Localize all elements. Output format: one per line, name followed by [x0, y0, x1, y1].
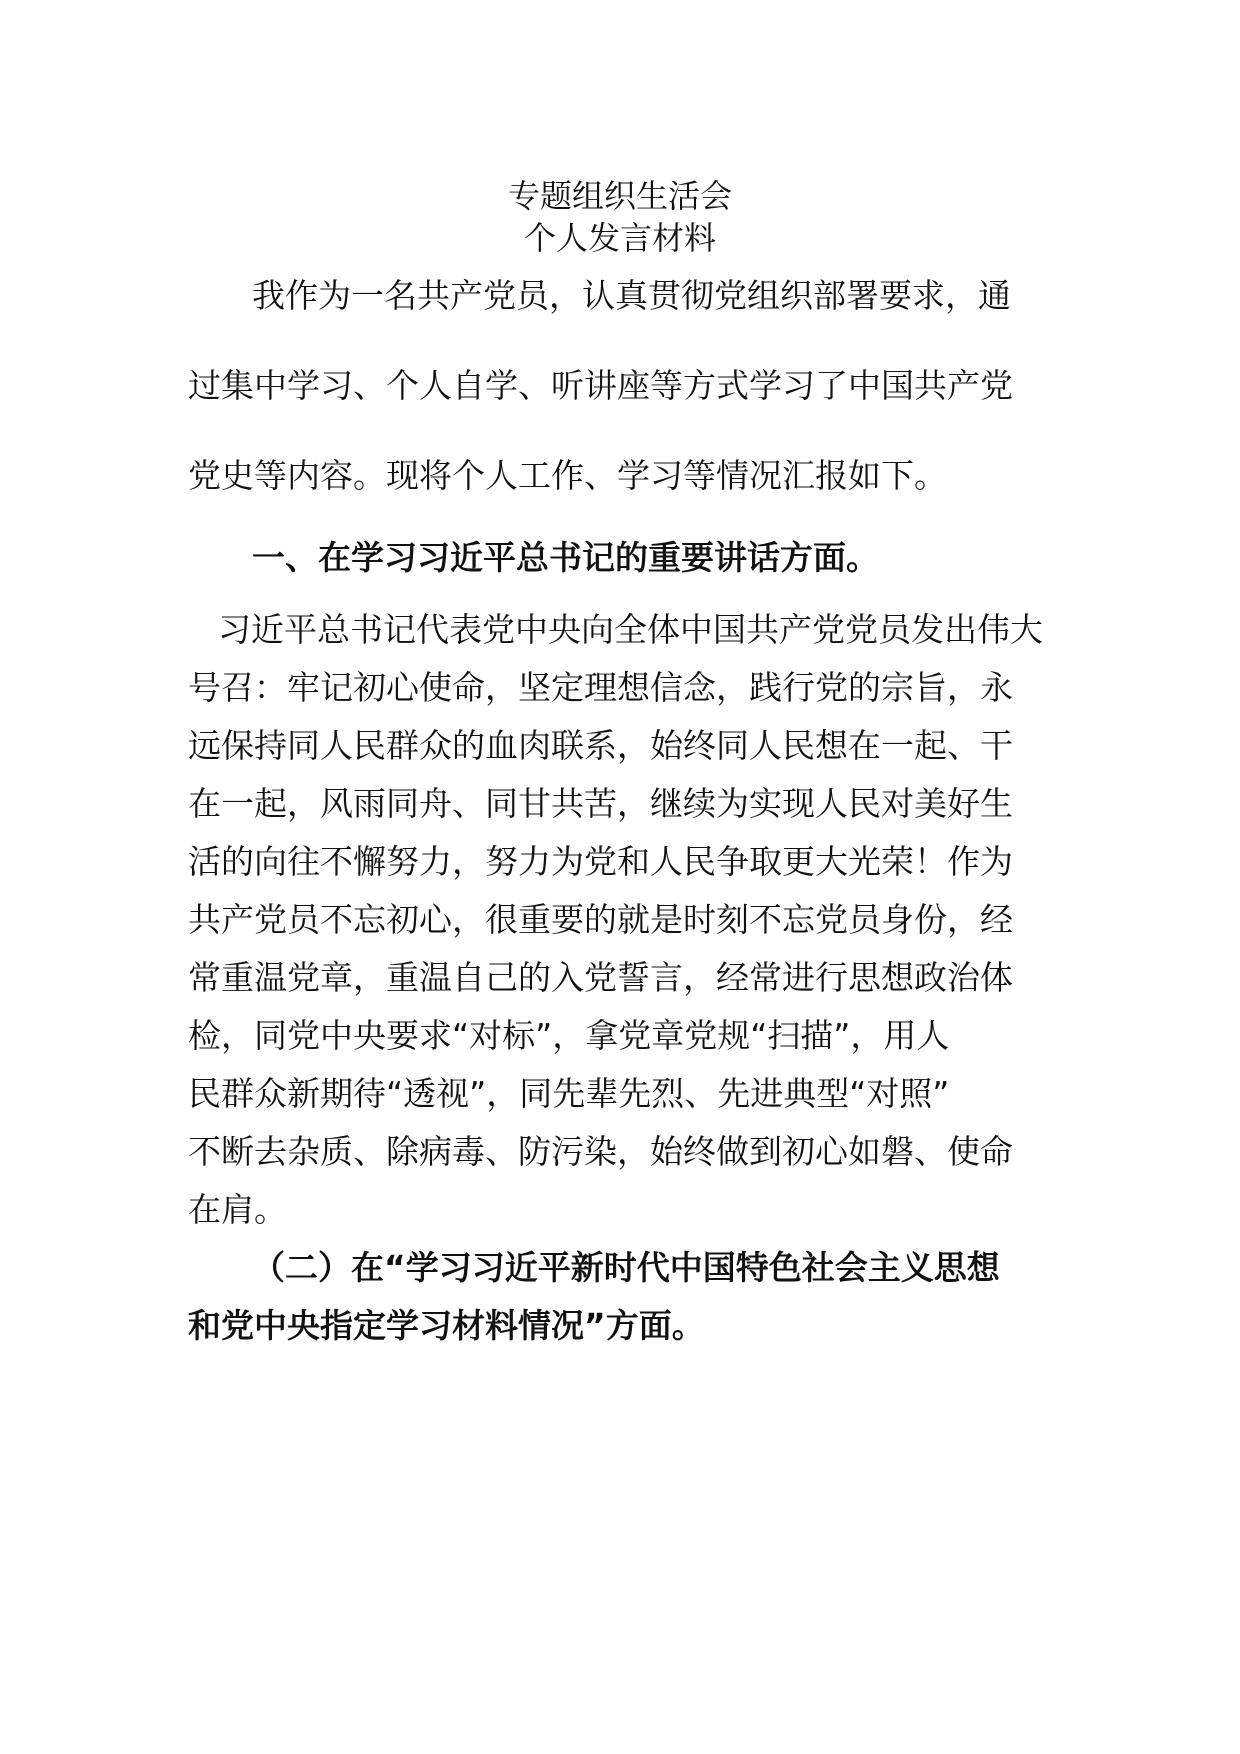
intro-line: 党史等内容。现将个人工作、学习等情况汇报如下。	[188, 456, 947, 495]
document-subtitle: 个人发言材料	[523, 219, 716, 257]
section-heading-2: （二）在“学习习近平新时代中国特色社会主义思想	[252, 1248, 1000, 1287]
section1-line: 远保持同人民群众的血肉联系，始终同人民想在一起、干	[188, 726, 1013, 765]
section1-line: 习近平总书记代表党中央向全体中国共产党党员发出伟大	[218, 610, 1043, 649]
section-heading-2-cont: 和党中央指定学习材料情况”方面。	[188, 1306, 705, 1345]
section1-line: 在肩。	[188, 1190, 287, 1229]
section-heading-1: 一、在学习习近平总书记的重要讲话方面。	[252, 538, 879, 577]
section1-line: 常重温党章，重温自己的入党誓言，经常进行思想政治体	[188, 958, 1013, 997]
section1-line: 不断去杂质、除病毒、防污染，始终做到初心如磐、使命	[188, 1132, 1013, 1171]
section1-line: 号召：牢记初心使命，坚定理想信念，践行党的宗旨，永	[188, 668, 1013, 707]
section1-line: 共产党员不忘初心，很重要的就是时刻不忘党员身份，经	[188, 900, 1013, 939]
section1-line: 检，同党中央要求“对标”，拿党章党规“扫描”，用人	[188, 1016, 950, 1055]
intro-line: 我作为一名共产党员，认真贯彻党组织部署要求，通	[252, 276, 1011, 315]
section1-line: 在一起，风雨同舟、同甘共苦，继续为实现人民对美好生	[188, 784, 1013, 823]
section1-line: 活的向往不懈努力，努力为党和人民争取更大光荣！作为	[188, 842, 1013, 881]
section1-line: 民群众新期待“透视”，同先辈先烈、先进典型“对照”	[188, 1074, 950, 1113]
intro-line: 过集中学习、个人自学、听讲座等方式学习了中国共产党	[188, 366, 1013, 405]
document-title: 专题组织生活会	[507, 177, 732, 215]
